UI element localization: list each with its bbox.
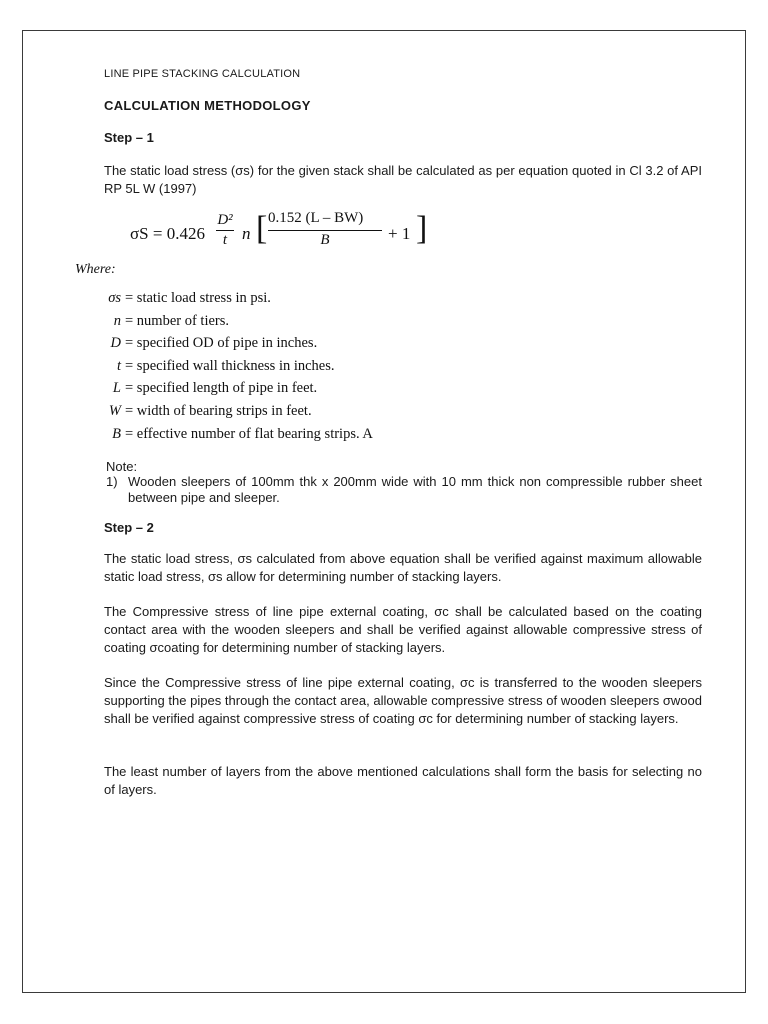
definition-symbol: D: [110, 335, 121, 351]
definition-text: = static load stress in psi.: [125, 290, 271, 306]
formula-lhs: σS = 0.426: [130, 224, 205, 243]
definition-text: = effective number of flat bearing strips. A: [125, 426, 373, 442]
formula-frac2-num: 0.152 (L – BW): [268, 210, 364, 226]
definition-row: [96, 287, 271, 309]
definition-row: [96, 400, 312, 422]
formula-frac1-num: D²: [217, 212, 233, 228]
formula-frac1-bar: [216, 230, 234, 231]
definition-symbol: σs: [108, 290, 121, 306]
definition-row: [96, 310, 229, 332]
definition-row: [96, 332, 317, 354]
definition-symbol: B: [112, 426, 121, 442]
definition-symbol: L: [112, 380, 121, 396]
document-title: LINE PIPE STACKING CALCULATION: [104, 68, 301, 80]
step-2-paragraph: Since the Compressive stress of line pipe external coating, σc is transferred to the wooden sleepers supporting the pipes through the contact area, allowable compressive stress of wooden sleepers σwood shall be verified against compressive stress of coating σc for determining number of stacking layers.: [104, 675, 702, 726]
definition-symbol: n: [113, 313, 121, 329]
definition-text: = specified OD of pipe in inches.: [125, 335, 318, 351]
formula-close-bracket: ]: [416, 210, 428, 247]
step-2-paragraph: The least number of layers from the above mentioned calculations shall form the basis for selecting no of layers.: [104, 764, 702, 797]
step-2-paragraph: The static load stress, σs calculated from above equation shall be verified against maximum allowable static load stress, σs allow for determining number of stacking layers.: [104, 551, 702, 584]
definition-text: = number of tiers.: [125, 313, 230, 329]
definition-symbol: W: [108, 403, 121, 419]
formula-frac1-den: t: [222, 232, 228, 248]
static-load-formula: [130, 212, 430, 252]
formula-n: n: [242, 224, 251, 243]
step-2-label: Step – 2: [104, 520, 154, 535]
formula-frac2-den: B: [320, 232, 330, 248]
formula-plus-one: + 1: [388, 224, 411, 243]
step-2-paragraph: The Compressive stress of line pipe external coating, σc shall be calculated based on the coating contact area with the wooden sleepers and shall be verified against allowable compressive stress of coating σcoating for determining number of stacking layers.: [104, 604, 702, 655]
where-label: Where:: [75, 262, 116, 277]
note-number: 1): [106, 474, 118, 489]
formula-frac2-bar: [268, 230, 382, 231]
section-heading: CALCULATION METHODOLOGY: [104, 98, 311, 113]
definition-text: = specified wall thickness in inches.: [125, 358, 335, 374]
definition-row: [96, 377, 317, 399]
definition-row: [96, 423, 373, 445]
note-text: Wooden sleepers of 100mm thk x 200mm wide with 10 mm thick non compressible rubber sheet between pipe and sleeper.: [128, 474, 702, 505]
step-1-label: Step – 1: [104, 130, 154, 145]
definition-row: [96, 355, 335, 377]
definition-symbol: t: [116, 358, 121, 374]
definition-text: = specified length of pipe in feet.: [125, 380, 318, 396]
definition-text: = width of bearing strips in feet.: [125, 403, 312, 419]
step-1-intro: The static load stress (σs) for the given stack shall be calculated as per equation quoted in Cl 3.2 of API RP 5L W (1997): [104, 163, 702, 196]
formula-open-bracket: [: [256, 210, 268, 247]
note-label: Note:: [106, 459, 138, 474]
